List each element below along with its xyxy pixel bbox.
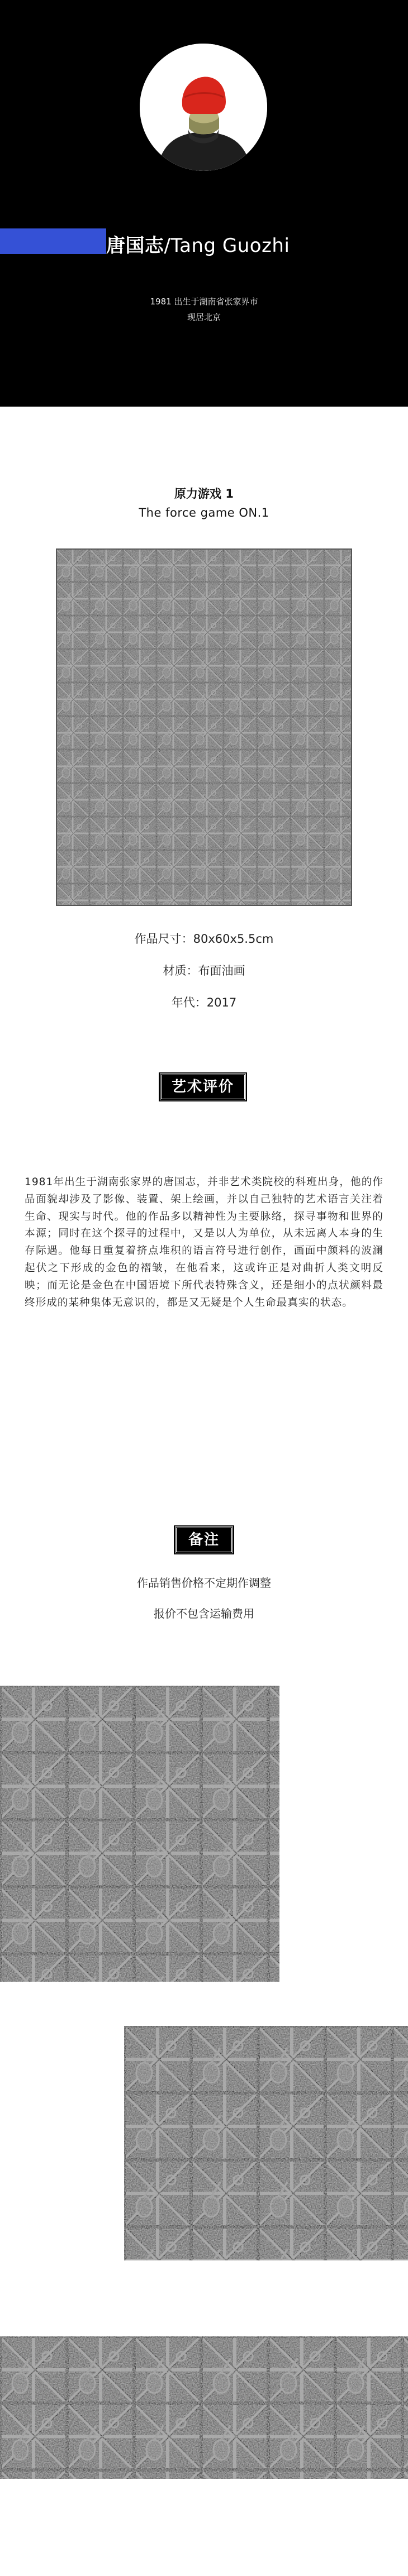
portrait-red-beanie-icon: [140, 44, 267, 171]
artist-bio-residence: 现居北京: [187, 312, 221, 322]
review-heading: 艺术评价: [160, 1074, 246, 1100]
artist-hero: [0, 0, 408, 407]
notes-price-line: 作品销售价格不定期作调整: [137, 1576, 271, 1590]
artwork-year: 年代：2017: [171, 996, 237, 1009]
artist-name: [106, 230, 290, 257]
artist-name-separator: /: [164, 235, 171, 257]
artwork-detail-3: [0, 2336, 408, 2479]
textured-relief-detail-icon: [0, 1686, 279, 1982]
name-accent-block: [0, 228, 106, 254]
artwork-detail-1: [0, 1686, 279, 1982]
artist-name-bar: [0, 228, 408, 257]
artist-name-en: Tang Guozhi: [170, 235, 290, 257]
textured-relief-grid-icon: [56, 548, 352, 906]
artwork-material: 材质：布面油画: [163, 964, 245, 977]
artwork-title-en: The force game ON.1: [139, 506, 269, 519]
textured-relief-detail-icon: [0, 2336, 408, 2479]
artist-name-cn: 唐国志: [106, 235, 164, 257]
artist-bio-birth: 1981 出生于湖南省张家界市: [150, 297, 258, 307]
notes-heading: 备注: [175, 1526, 233, 1553]
textured-relief-detail-icon: [124, 2026, 408, 2260]
artwork-image: [56, 548, 352, 906]
artwork-detail-2: [124, 2026, 408, 2260]
artwork-size: 作品尺寸：80x60x5.5cm: [134, 932, 274, 946]
artwork-title-cn: 原力游戏 1: [174, 487, 234, 500]
artist-avatar: [140, 44, 267, 171]
review-text: 1981年出生于湖南张家界的唐国志，并非艺术类院校的科班出身，他的作品面貌却涉及了影像、装置、架上绘画，并以自己独特的艺术语言关注着生命、现实与时代。他的作品多以精神性为主要脉络，探寻事物和世界的本源；同时在这个探寻的过程中，又是以人为单位，从未远离人本身的生存际遇。他每日重复着挤点堆积的语言符号进行创作，画面中颜料的波澜起伏之下形成的金色的褶皱，在他看来，这或许正是对曲折人类文明反映；而无论是金色在中国语境下所代表特殊含义，还是细小的点状颜料最终形成的某种集体无意识的，都是又无疑是个人生命最真实的状态。: [25, 1176, 383, 1309]
notes-shipping-line: 报价不包含运输费用: [154, 1607, 254, 1620]
